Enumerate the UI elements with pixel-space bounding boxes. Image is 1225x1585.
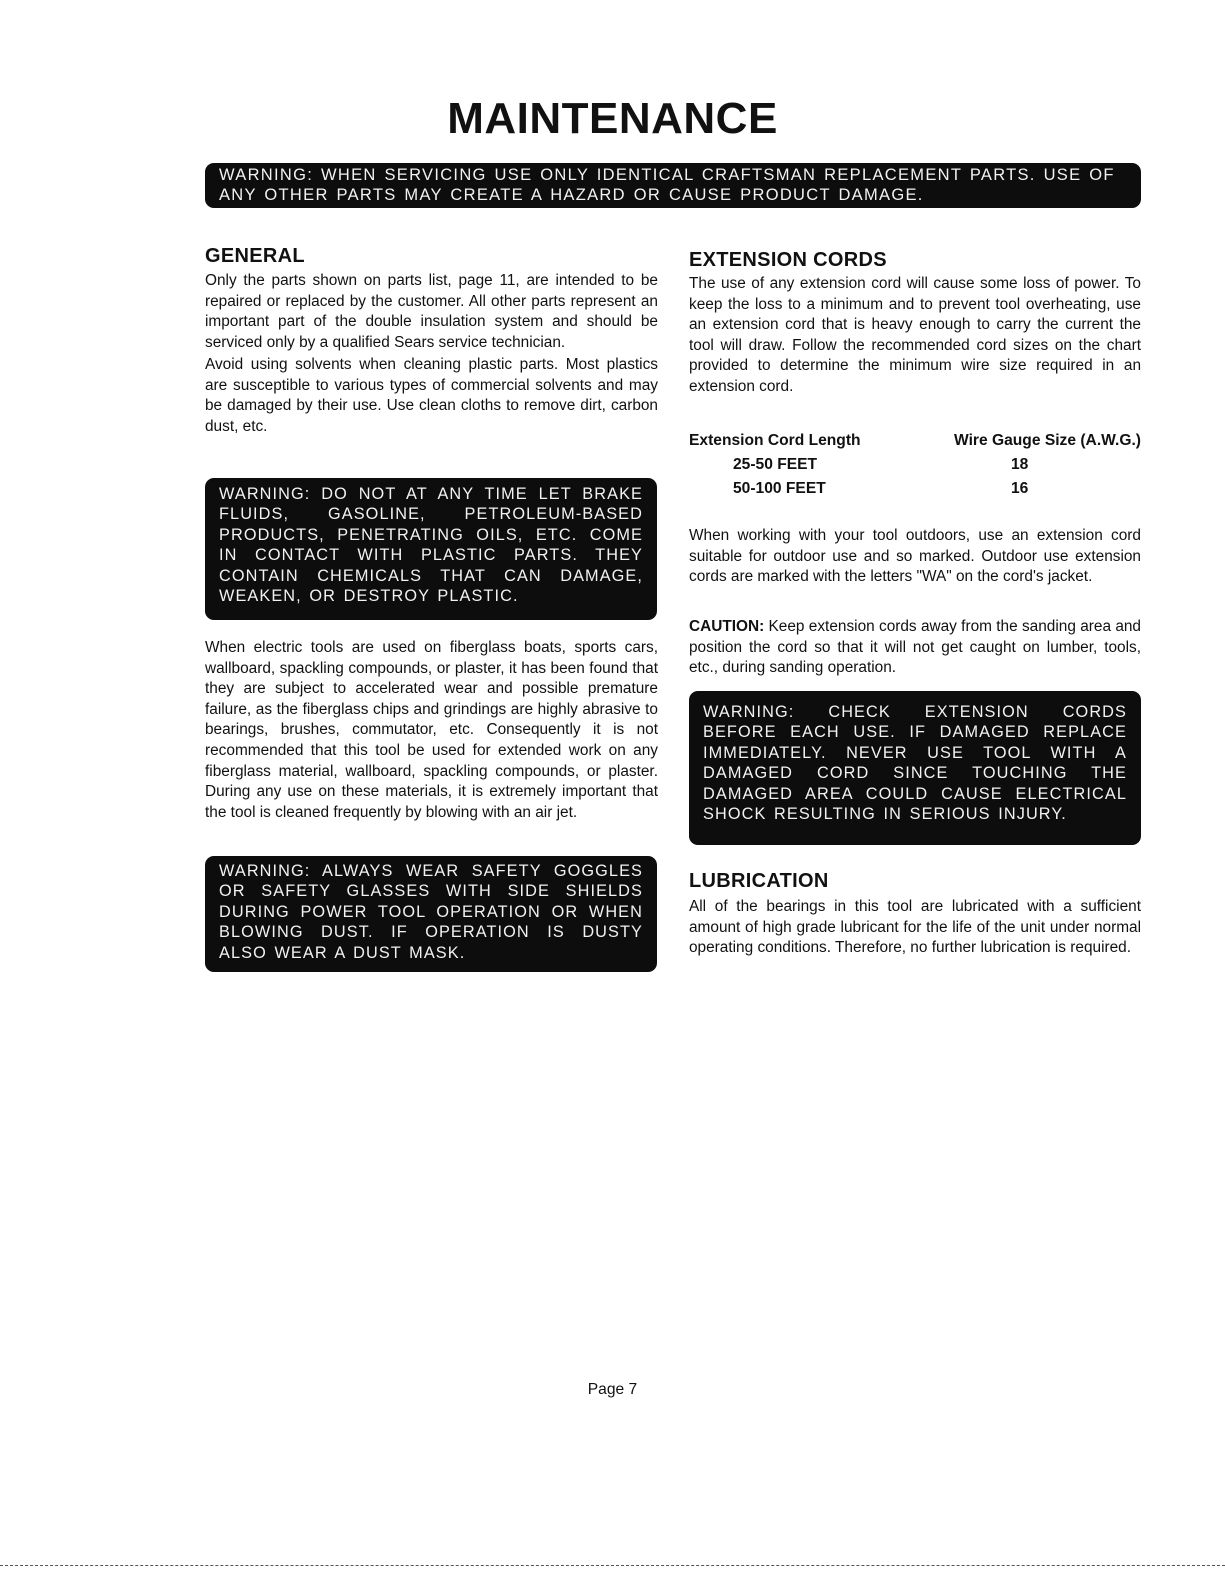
caution-label: CAUTION: — [689, 618, 765, 635]
cord-length-cell: 50-100 FEET — [733, 480, 826, 497]
cord-table-row — [689, 477, 1141, 501]
extension-cord-warning-box: WARNING: CHECK EXTENSION CORDS BEFORE EACH USE. IF DAMAGED REPLACE IMMEDIATELY. NEVER USE TOOL WITH A DAMAGED CORD SINCE TOUCHING THE DAMAGED AREA COULD CAUSE ELECTRICAL SHOCK RESULTING IN SERIOUS INJURY. — [689, 691, 1141, 845]
extension-cords-heading: EXTENSION CORDS — [689, 249, 887, 271]
caution-text: Keep extension cords away from the sanding area and position the cord so that it will not get caught on lumber, tools, etc., during sanding operation. — [689, 618, 1141, 677]
outdoor-use-paragraph: When working with your tool outdoors, use an extension cord suitable for outdoor use and so marked. Outdoor use extension cords are marked with the letters "WA" on the cord's jacket. — [689, 527, 1141, 586]
wire-gauge-cell: 16 — [1011, 480, 1029, 497]
general-heading: GENERAL — [205, 245, 305, 267]
cord-table-row — [689, 453, 1141, 477]
solvent-warning-box: WARNING: DO NOT AT ANY TIME LET BRAKE FLUIDS, GASOLINE, PETROLEUM-BASED PRODUCTS, PENETRATING OILS, ETC. COME IN CONTACT WITH PLASTIC PARTS. THEY CONTAIN CHEMICALS THAT CAN DAMAGE, WEAKEN, OR DESTROY PLASTIC. — [205, 478, 657, 620]
page-number: Page 7 — [587, 1381, 638, 1398]
caution-paragraph — [689, 617, 1141, 679]
wire-gauge-cell: 18 — [1011, 456, 1029, 473]
cord-table-header — [689, 429, 1141, 453]
lubrication-heading: LUBRICATION — [689, 870, 829, 892]
goggles-warning-box: WARNING: ALWAYS WEAR SAFETY GOGGLES OR SAFETY GLASSES WITH SIDE SHIELDS DURING POWER TOOL OPERATION OR WHEN BLOWING DUST. IF OPERATION IS DUSTY ALSO WEAR A DUST MASK. — [205, 856, 657, 972]
top-warning-banner: WARNING: WHEN SERVICING USE ONLY IDENTICAL CRAFTSMAN REPLACEMENT PARTS. USE OF ANY OTHER PARTS MAY CREATE A HAZARD OR CAUSE PRODUCT DAMAGE. — [205, 163, 1141, 208]
cord-length-column-header: Extension Cord Length — [689, 432, 861, 449]
wire-gauge-column-header: Wire Gauge Size (A.W.G.) — [953, 432, 1141, 449]
lubrication-paragraph: All of the bearings in this tool are lubricated with a sufficient amount of high grade lubricant for the life of the unit under normal operating conditions. Therefore, no further lubrication is required. — [689, 898, 1141, 957]
bottom-divider — [0, 1565, 1225, 1566]
general-paragraph-1: Only the parts shown on parts list, page 11, are intended to be repaired or replaced by the customer. All other parts represent an important part of the double insulation system and should be serviced only by a qualified Sears service technician. — [205, 272, 658, 351]
general-paragraph-2: Avoid using solvents when cleaning plastic parts. Most plastics are susceptible to various types of commercial solvents and may be damaged by their use. Use clean cloths to remove dirt, carbon dust, etc. — [205, 356, 658, 435]
cord-length-cell: 25-50 FEET — [733, 456, 818, 473]
cord-gauge-table — [689, 429, 1141, 501]
extension-paragraph-1: The use of any extension cord will cause some loss of power. To keep the loss to a minimum and to prevent tool overheating, use an extension cord that is heavy enough to carry the current the tool will draw. Follow the recommended cord sizes on the chart provided to determine the minimum wire size required in an extension cord. — [689, 275, 1141, 395]
page-title: MAINTENANCE — [447, 94, 778, 143]
fiberglass-paragraph: When electric tools are used on fiberglass boats, sports cars, wallboard, spackling compounds, or plaster, it has been found that they are subject to accelerated wear and possible premature failure, as the fiberglass chips and grindings are highly abrasive to bearings, brushes, commutator, etc. Consequently it is not recommended that this tool be used for extended work on any fiberglass material, wallboard, spackling compounds, or plaster. During any use on these materials, it is extremely important that the tool is cleaned frequently by blowing with an air jet. — [205, 639, 658, 821]
